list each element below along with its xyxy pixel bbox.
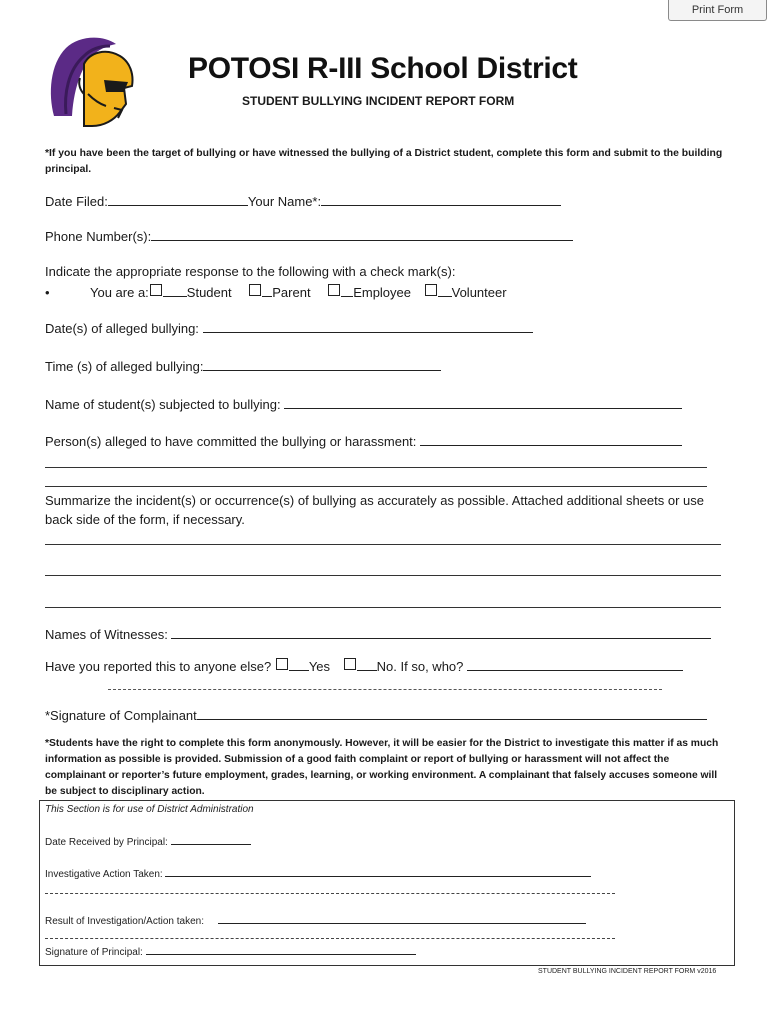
yes-blank bbox=[289, 659, 309, 671]
time-field[interactable] bbox=[203, 359, 441, 371]
reported-line-2[interactable] bbox=[108, 689, 662, 690]
result-label: Result of Investigation/Action taken: bbox=[45, 916, 204, 927]
employee-blank bbox=[341, 285, 353, 297]
persons-label: Person(s) alleged to have committed the bullying or harassment: bbox=[45, 434, 417, 449]
no-blank bbox=[357, 659, 377, 671]
witnesses-label: Names of Witnesses: bbox=[45, 627, 168, 642]
volunteer-label: Volunteer bbox=[451, 285, 507, 300]
dates-label: Date(s) of alleged bullying: bbox=[45, 321, 199, 336]
summarize-label: Summarize the incident(s) or occurrence(s) of bullying as accurately as possible. Attached additional sheets or use back side of the form, if necessary. bbox=[45, 493, 704, 527]
role-row bbox=[45, 284, 507, 301]
student-checkbox[interactable] bbox=[150, 284, 162, 296]
summary-line-2[interactable] bbox=[45, 575, 721, 576]
principal-signature-field[interactable] bbox=[146, 945, 416, 955]
time-label: Time (s) of alleged bullying: bbox=[45, 359, 204, 374]
no-label: No. If so, who? bbox=[376, 659, 464, 674]
footer-version: STUDENT BULLYING INCIDENT REPORT FORM v2016 bbox=[538, 968, 717, 975]
phone-label: Phone Number(s): bbox=[45, 229, 152, 244]
employee-label: Employee bbox=[353, 285, 411, 300]
yes-label: Yes bbox=[308, 659, 331, 674]
employee-checkbox[interactable] bbox=[328, 284, 340, 296]
parent-label: Parent bbox=[272, 285, 311, 300]
dates-row bbox=[45, 321, 533, 337]
witnesses-field[interactable] bbox=[171, 627, 711, 639]
signature-label: *Signature of Complainant bbox=[45, 708, 197, 723]
witnesses-row bbox=[45, 627, 711, 643]
yes-checkbox[interactable] bbox=[276, 658, 288, 670]
date-received-label: Date Received by Principal: bbox=[45, 837, 168, 848]
phone-row bbox=[45, 229, 573, 245]
principal-signature-label: Signature of Principal: bbox=[45, 947, 143, 958]
you-are-label: You are a: bbox=[90, 285, 149, 300]
student-names-field[interactable] bbox=[284, 397, 682, 409]
print-form-button[interactable]: Print Form bbox=[668, 0, 767, 21]
anonymous-note: *Students have the right to complete this form anonymously. However, it will be easier for the District to investigate this matter if as much information as possible is provided. Submission of a good faith complaint or report of bullying or harassment will not affect the complainant or reporter’s future employment, grades, learning, or working environment. A complainant that falsely accuses someone will be subject to disciplinary action. bbox=[45, 738, 719, 797]
your-name-label: Your Name*: bbox=[247, 194, 322, 209]
indicate-label: Indicate the appropriate response to the following with a check mark(s): bbox=[45, 264, 456, 279]
reported-who-field[interactable] bbox=[467, 659, 683, 671]
result-field[interactable] bbox=[218, 914, 586, 924]
volunteer-blank bbox=[438, 285, 452, 297]
your-name-field[interactable] bbox=[321, 194, 561, 206]
persons-row bbox=[45, 434, 682, 450]
date-received-field[interactable] bbox=[171, 835, 251, 845]
investigative-label: Investigative Action Taken: bbox=[45, 869, 163, 880]
reported-row bbox=[45, 658, 683, 675]
date-filed-label: Date Filed: bbox=[45, 194, 108, 209]
student-label: Student bbox=[186, 285, 232, 300]
student-names-row bbox=[45, 397, 682, 413]
date-name-row bbox=[45, 194, 561, 210]
intro-note: *If you have been the target of bullying or have witnessed the bullying of a District student, complete this form and submit to the building principal. bbox=[45, 148, 723, 175]
admin-section bbox=[39, 800, 735, 966]
volunteer-checkbox[interactable] bbox=[425, 284, 437, 296]
page-title: POTOSI R-III School District bbox=[188, 52, 578, 85]
no-checkbox[interactable] bbox=[344, 658, 356, 670]
dates-field[interactable] bbox=[203, 321, 533, 333]
investigative-field[interactable] bbox=[165, 867, 591, 877]
result-row bbox=[45, 914, 586, 927]
investigative-row bbox=[45, 867, 591, 880]
student-blank bbox=[163, 285, 187, 297]
signature-field[interactable] bbox=[197, 708, 707, 720]
school-logo bbox=[44, 34, 140, 134]
phone-field[interactable] bbox=[151, 229, 573, 241]
student-names-label: Name of student(s) subjected to bullying: bbox=[45, 397, 281, 412]
parent-checkbox[interactable] bbox=[249, 284, 261, 296]
signature-row bbox=[45, 708, 707, 724]
investigative-line-2[interactable] bbox=[45, 893, 615, 894]
bullet: • bbox=[45, 285, 50, 300]
persons-line-3[interactable] bbox=[45, 486, 707, 487]
persons-field[interactable] bbox=[420, 434, 682, 446]
date-received-row bbox=[45, 835, 251, 848]
principal-signature-row bbox=[45, 945, 416, 958]
summary-line-1[interactable] bbox=[45, 544, 721, 545]
result-line-2[interactable] bbox=[45, 938, 615, 939]
persons-line-2[interactable] bbox=[45, 467, 707, 468]
form-subtitle: STUDENT BULLYING INCIDENT REPORT FORM bbox=[242, 94, 515, 108]
time-row bbox=[45, 359, 441, 375]
date-filed-field[interactable] bbox=[108, 194, 248, 206]
admin-heading: This Section is for use of District Administration bbox=[45, 804, 254, 815]
reported-label: Have you reported this to anyone else? bbox=[45, 659, 272, 674]
summary-line-3[interactable] bbox=[45, 607, 721, 608]
parent-blank bbox=[262, 285, 272, 297]
